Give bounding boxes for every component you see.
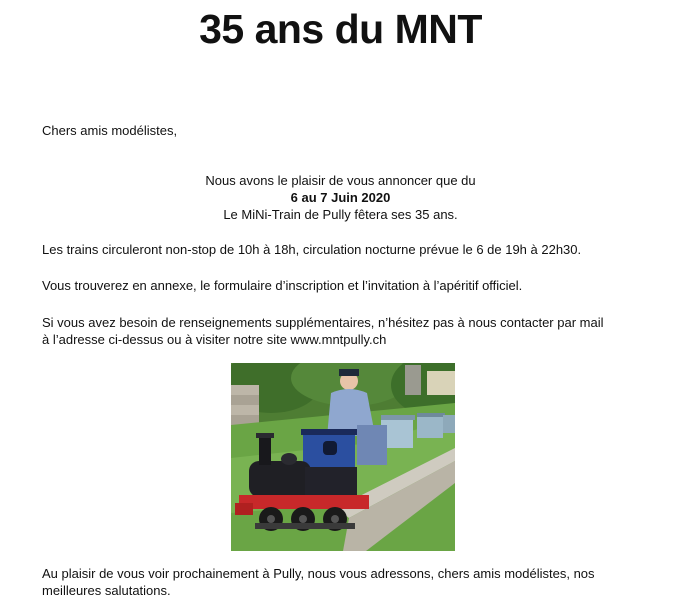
announcement-anniversary: Le MiNi-Train de Pully fêtera ses 35 ans. [223, 207, 458, 222]
train-photo [231, 363, 455, 551]
closing-line1: Au plaisir de vous voir prochainement à Pully, nous vous adressons, chers amis modélistes, nos [42, 566, 595, 581]
announcement-dates: 6 au 7 Juin 2020 [290, 190, 391, 205]
paragraph-contact-line2: à l’adresse ci-dessus ou à visiter notre site www.mntpully.ch [42, 332, 387, 347]
paragraph-contact-line1: Si vous avez besoin de renseignements supplémentaires, n’hésitez pas à nous contacter par mail [42, 315, 604, 330]
paragraph-annex: Vous trouverez en annexe, le formulaire d’inscription et l’invitation à l’apéritif officiel. [42, 278, 523, 293]
paragraph-trains: Les trains circuleront non-stop de 10h à 18h, circulation nocturne prévue le 6 de 19h à 22h30. [42, 242, 582, 257]
greeting: Chers amis modélistes, [42, 123, 178, 138]
announcement-line: Nous avons le plaisir de vous annoncer que du [205, 173, 476, 188]
closing-line2: meilleures salutations. [42, 583, 171, 598]
page-title: 35 ans du MNT [199, 6, 482, 52]
